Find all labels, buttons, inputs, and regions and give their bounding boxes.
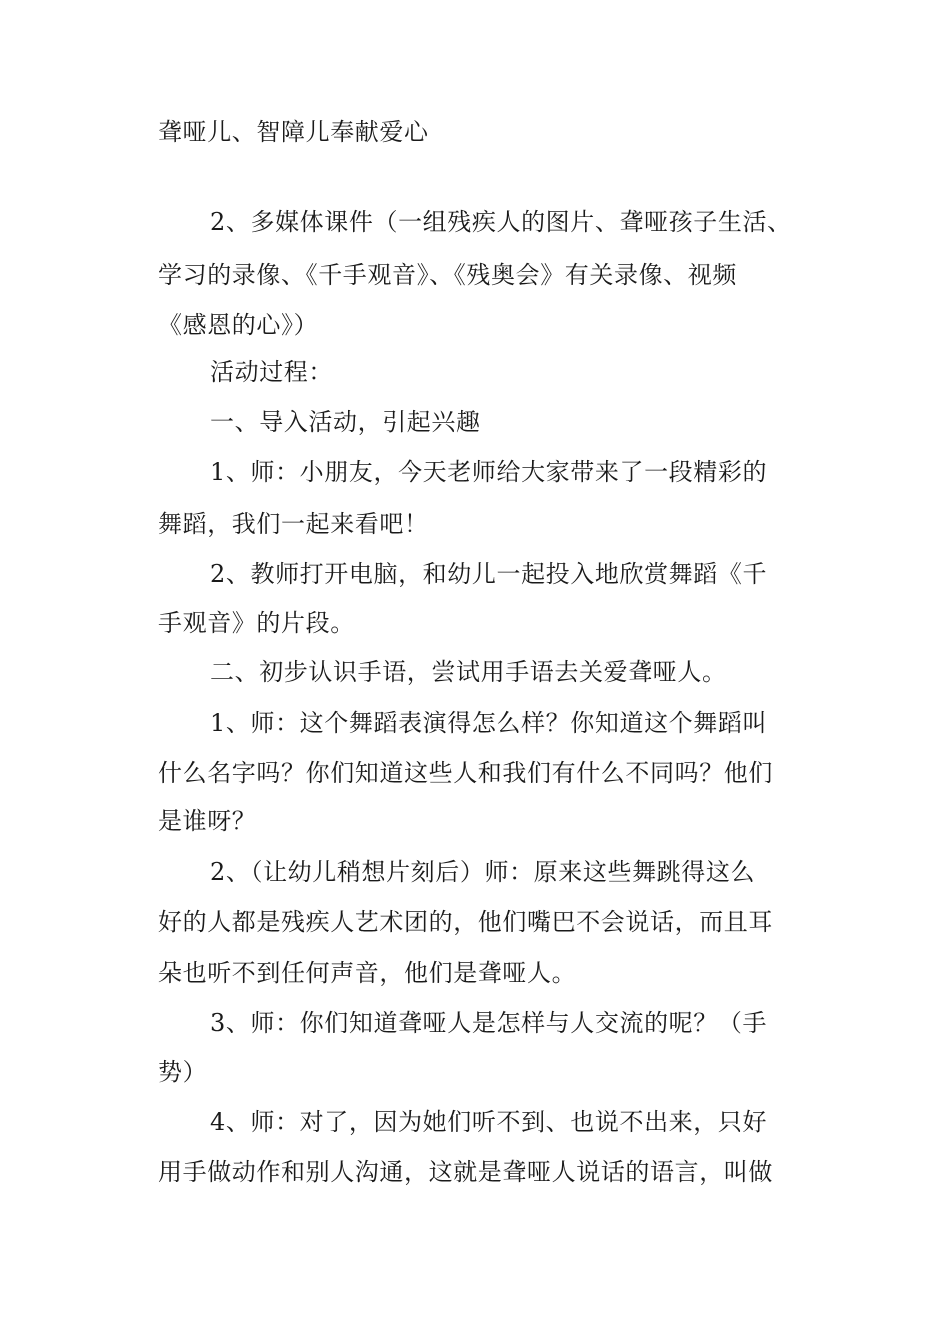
text-line: 什么名字吗？你们知道这些人和我们有什么不同吗？他们	[158, 759, 773, 787]
text-line: 朵也听不到任何声音，他们是聋哑人。	[158, 959, 577, 987]
text-line: 一、导入活动，引起兴趣	[210, 408, 481, 436]
text-line: 《感恩的心》）	[158, 311, 319, 339]
text-line: 2、（让幼儿稍想片刻后）师：原来这些舞跳得这么	[210, 858, 756, 886]
text-line: 手观音》的片段。	[158, 609, 355, 637]
text-line: 用手做动作和别人沟通，这就是聋哑人说话的语言，叫做	[158, 1158, 773, 1186]
text-line: 是谁呀？	[158, 807, 257, 835]
text-line: 3、师：你们知道聋哑人是怎样与人交流的呢？（手	[210, 1009, 768, 1037]
text-line: 聋哑儿、智障儿奉献爱心	[158, 118, 429, 146]
text-line: 舞蹈，我们一起来看吧！	[158, 510, 429, 538]
text-line: 活动过程：	[210, 358, 333, 386]
text-line: 势）	[158, 1058, 208, 1086]
text-line: 二、初步认识手语，尝试用手语去关爱聋哑人。	[210, 658, 727, 686]
text-line: 1、师：这个舞蹈表演得怎么样？你知道这个舞蹈叫	[210, 709, 768, 737]
text-line: 2、多媒体课件（一组残疾人的图片、聋哑孩子生活、	[210, 208, 792, 236]
text-line: 4、师：对了，因为她们听不到、也说不出来，只好	[210, 1108, 768, 1136]
text-line: 1、师：小朋友，今天老师给大家带来了一段精彩的	[210, 458, 768, 486]
text-line: 2、教师打开电脑，和幼儿一起投入地欣赏舞蹈《千	[210, 560, 768, 588]
text-line: 好的人都是残疾人艺术团的，他们嘴巴不会说话，而且耳	[158, 908, 773, 936]
text-line: 学习的录像、《千手观音》、《残奥会》有关录像、视频	[158, 261, 737, 289]
